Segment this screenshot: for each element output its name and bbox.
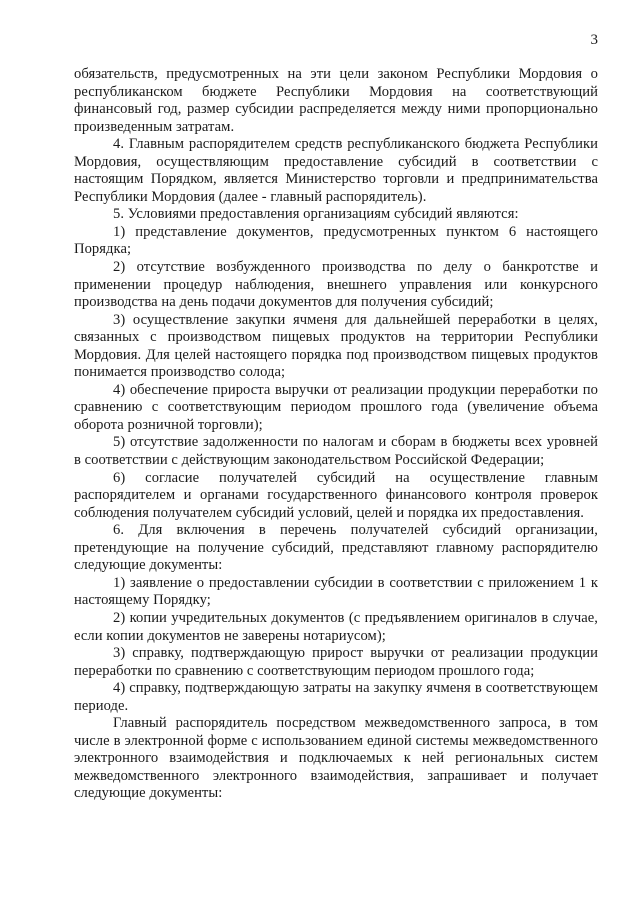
document-body [74,66,598,803]
paragraph-item-4: 4. Главным распорядителем средств республиканского бюджета Республики Мордовия, осуществляющим предоставление субсидий в соответствии с настоящим Порядком, является Министерство торговли и предпринимательства Республики Мордовия (далее - главный распорядитель). [74,136,598,205]
condition-4: 4) обеспечение прироста выручки от реализации продукции переработки по сравнению с соответствующим периодом прошлого года (увеличение объема оборота розничной торговли); [74,381,598,433]
page-number: 3 [590,32,598,48]
condition-2: 2) отсутствие возбужденного производства по делу о банкротстве и применении процедур наблюдения, внешнего управления или конкурсного производства на день подачи документов для получения субсидий; [74,259,598,311]
paragraph-item-5-heading: 5. Условиями предоставления организациям субсидий являются: [113,206,519,223]
paragraph-item-6-heading: 6. Для включения в перечень получателей субсидий организации, претендующие на получение субсидий, представляют главному распорядителю следующие документы: [74,522,598,574]
condition-6: 6) согласие получателей субсидий на осуществление главным распорядителем и органами государственного финансового контроля проверок соблюдения получателем субсидий условий, целей и порядка их предоставления. [74,469,598,521]
document-4: 4) справку, подтверждающую затраты на закупку ячменя в соответствующем периоде. [74,680,598,714]
interagency-request-paragraph: Главный распорядитель посредством межведомственного запроса, в том числе в электронной форме с использованием единой системы межведомственного электронного взаимодействия и подключаемых к ней региональных систем межведомственного электронного взаимодействия, запрашивает и получает следующие документы: [74,715,598,802]
condition-3: 3) осуществление закупки ячменя для дальнейшей переработки в целях, связанных с производством пищевых продуктов на территории Республики Мордовия. Для целей настоящего порядка под производством пищевых продуктов понимается производство солода; [74,311,598,381]
document-1: 1) заявление о предоставлении субсидии в соответствии с приложением 1 к настоящему Порядку; [74,574,598,609]
condition-5: 5) отсутствие задолженности по налогам и сборам в бюджеты всех уровней в соответствии с действующим законодательством Российской Федерации; [74,434,598,469]
condition-1: 1) представление документов, предусмотренных пунктом 6 настоящего Порядка; [74,223,598,258]
document-2: 2) копии учредительных документов (с предъявлением оригиналов в случае, если копии документов не заверены нотариусом); [74,609,598,644]
paragraph-continuation: обязательств, предусмотренных на эти цели законом Республики Мордовия о республиканском бюджете Республики Мордовия на соответствующий финансовый год, размер субсидии распределяется между ними пропорционально произведенным затратам. [74,66,598,135]
document-3: 3) справку, подтверждающую прирост выручки от реализации продукции переработки по сравнению с соответствующим периодом прошлого года; [74,645,598,679]
